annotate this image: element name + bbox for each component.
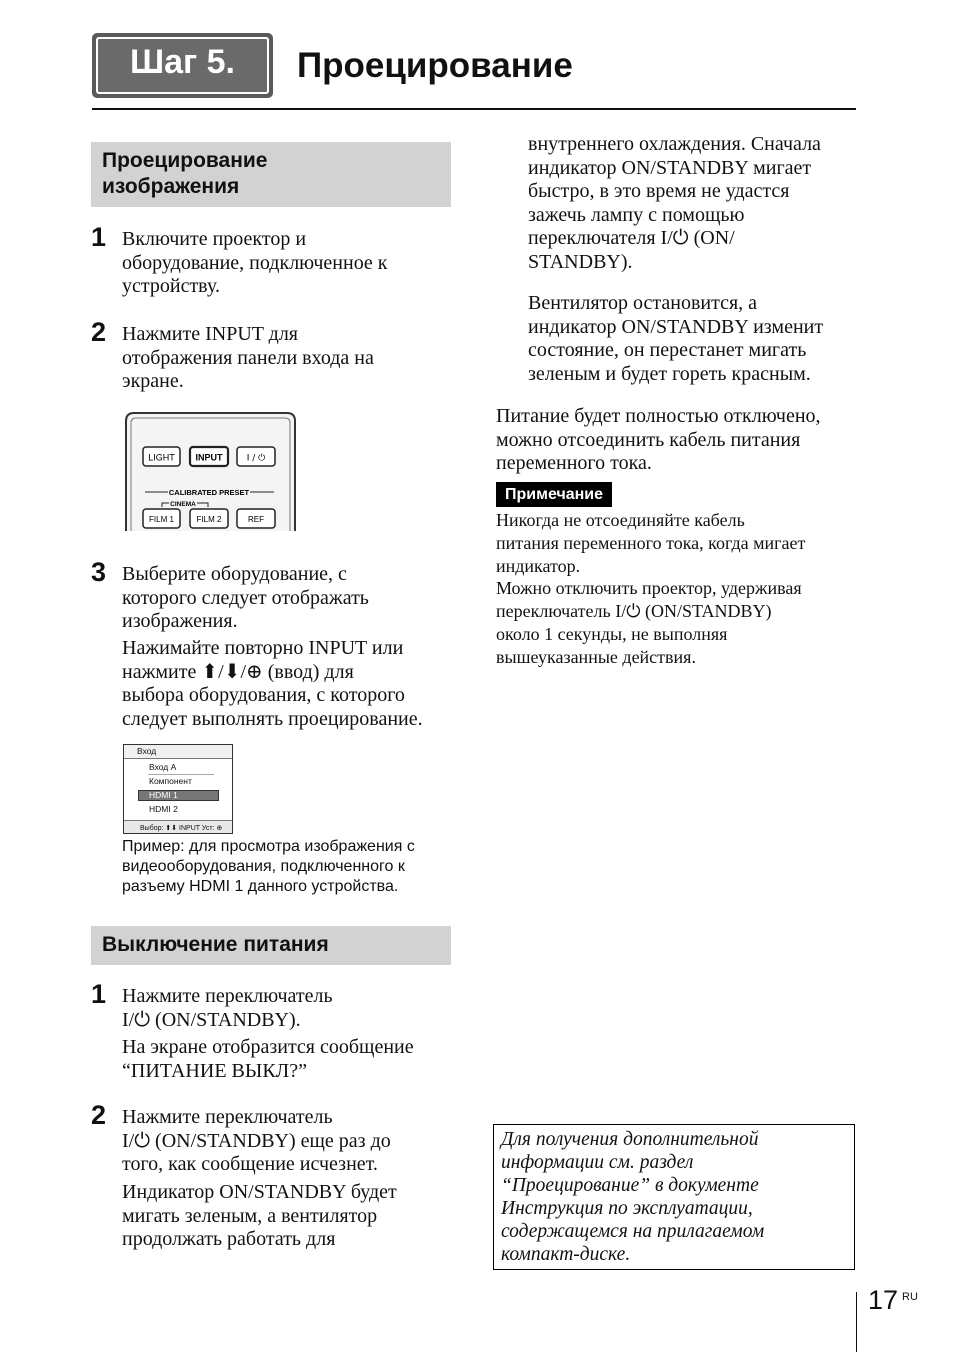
- page-language: RU: [902, 1291, 918, 1303]
- svg-text:LIGHT: LIGHT: [148, 452, 175, 463]
- continued-paragraph: внутреннего охлаждения. Сначала индикатор ON/STANDBY мигает быстро, в это время не удастся зажечь лампу с помощью переключателя I/⏻ (ON/ STANDBY).: [528, 133, 821, 273]
- step-text: Выберите оборудование, с которого следует отображать изображения.: [122, 563, 369, 632]
- figure-caption: Пример: для просмотра изображения с видеооборудования, подключенного к разъему HDMI 1 данного устройства.: [122, 838, 415, 895]
- svg-text:FILM 2: FILM 2: [196, 515, 222, 524]
- svg-text:REF: REF: [248, 515, 264, 524]
- fan-paragraph: Вентилятор остановится, а индикатор ON/STANDBY изменит состояние, он перестанет мигать зеленым и будет гореть красным.: [528, 292, 824, 385]
- section-header-power-off: Выключение питания: [91, 926, 451, 965]
- menu-item: HDMI 2: [149, 804, 178, 814]
- menu-title: Вход: [137, 746, 157, 756]
- reference-box: [493, 1124, 855, 1270]
- step-text: Нажмите переключатель I/⏻ (ON/STANDBY) еще раз до того, как сообщение исчезнет.: [122, 1106, 391, 1175]
- menu-item-selected: HDMI 1: [149, 790, 178, 800]
- remote-button-power: [237, 447, 275, 466]
- reference-text: Для получения дополнительной информации см. раздел “Проецирование” в документе Инструкция по эксплуатации, содержащемся на прилагаемом компакт-диске.: [501, 1129, 765, 1265]
- remote-button-film2: [190, 509, 228, 528]
- step-text: Включите проектор и оборудование, подключенное к устройству.: [122, 228, 388, 297]
- note-text: Никогда не отсоединяйте кабель питания переменного тока, когда мигает индикатор. Можно отключить проектор, удерживая переключатель I/⏻ (ON/STANDBY) около 1 секунды, не выполняя вышеуказанные действия.: [496, 510, 806, 667]
- remote-button-light: [143, 447, 180, 466]
- svg-text:FILM 1: FILM 1: [149, 515, 174, 524]
- power-off-paragraph: Питание будет полностью отключено, можно отсоединить кабель питания переменного тока.: [496, 405, 821, 474]
- cinema-label: CINEMA: [170, 501, 196, 508]
- menu-item: Вход А: [149, 762, 177, 772]
- step-number: 1: [91, 222, 107, 252]
- svg-text:I / ⏻: I / ⏻: [246, 453, 266, 464]
- svg-text:INPUT: INPUT: [195, 452, 223, 463]
- step-number: 2: [91, 317, 107, 347]
- page-number: 17: [868, 1285, 899, 1315]
- step-number: 2: [91, 1100, 107, 1130]
- menu-item: Компонент: [149, 776, 192, 786]
- step-detail: Индикатор ON/STANDBY будет мигать зеленым, а вентилятор продолжать работать для: [122, 1181, 397, 1250]
- step-detail: Нажимайте повторно INPUT или нажмите ⬆/⬇/⊕ (ввод) для выбора оборудования, с которого следует выполнять проецирование.: [122, 637, 423, 730]
- remote-button-ref: [237, 509, 275, 528]
- page-title: Проецирование: [297, 46, 573, 85]
- step-detail: На экране отобразится сообщение “ПИТАНИЕ ВЫКЛ?”: [122, 1036, 414, 1082]
- step-text: Нажмите INPUT для отображения панели входа на экране.: [122, 323, 374, 392]
- remote-button-film1: [143, 509, 180, 528]
- title-divider: [92, 108, 856, 110]
- note-label: Примечание: [496, 482, 612, 507]
- input-menu-illustration: [123, 744, 233, 834]
- step-label: Шаг 5.: [129, 43, 236, 81]
- menu-footer: Выбор: ⬆⬇ INPUT Уст: ⊕: [140, 825, 223, 832]
- step-text: Нажмите переключатель I/⏻ (ON/STANDBY).: [122, 985, 333, 1031]
- section-header-projecting: Проецирование изображения: [91, 142, 451, 207]
- remote-control-illustration: [124, 411, 297, 531]
- step-number: 3: [91, 557, 107, 587]
- page-number-divider: [856, 1292, 857, 1352]
- step-badge: [92, 33, 273, 98]
- step-number: 1: [91, 979, 107, 1009]
- calibrated-preset-label: CALIBRATED PRESET: [168, 488, 250, 497]
- remote-button-input: [190, 447, 228, 466]
